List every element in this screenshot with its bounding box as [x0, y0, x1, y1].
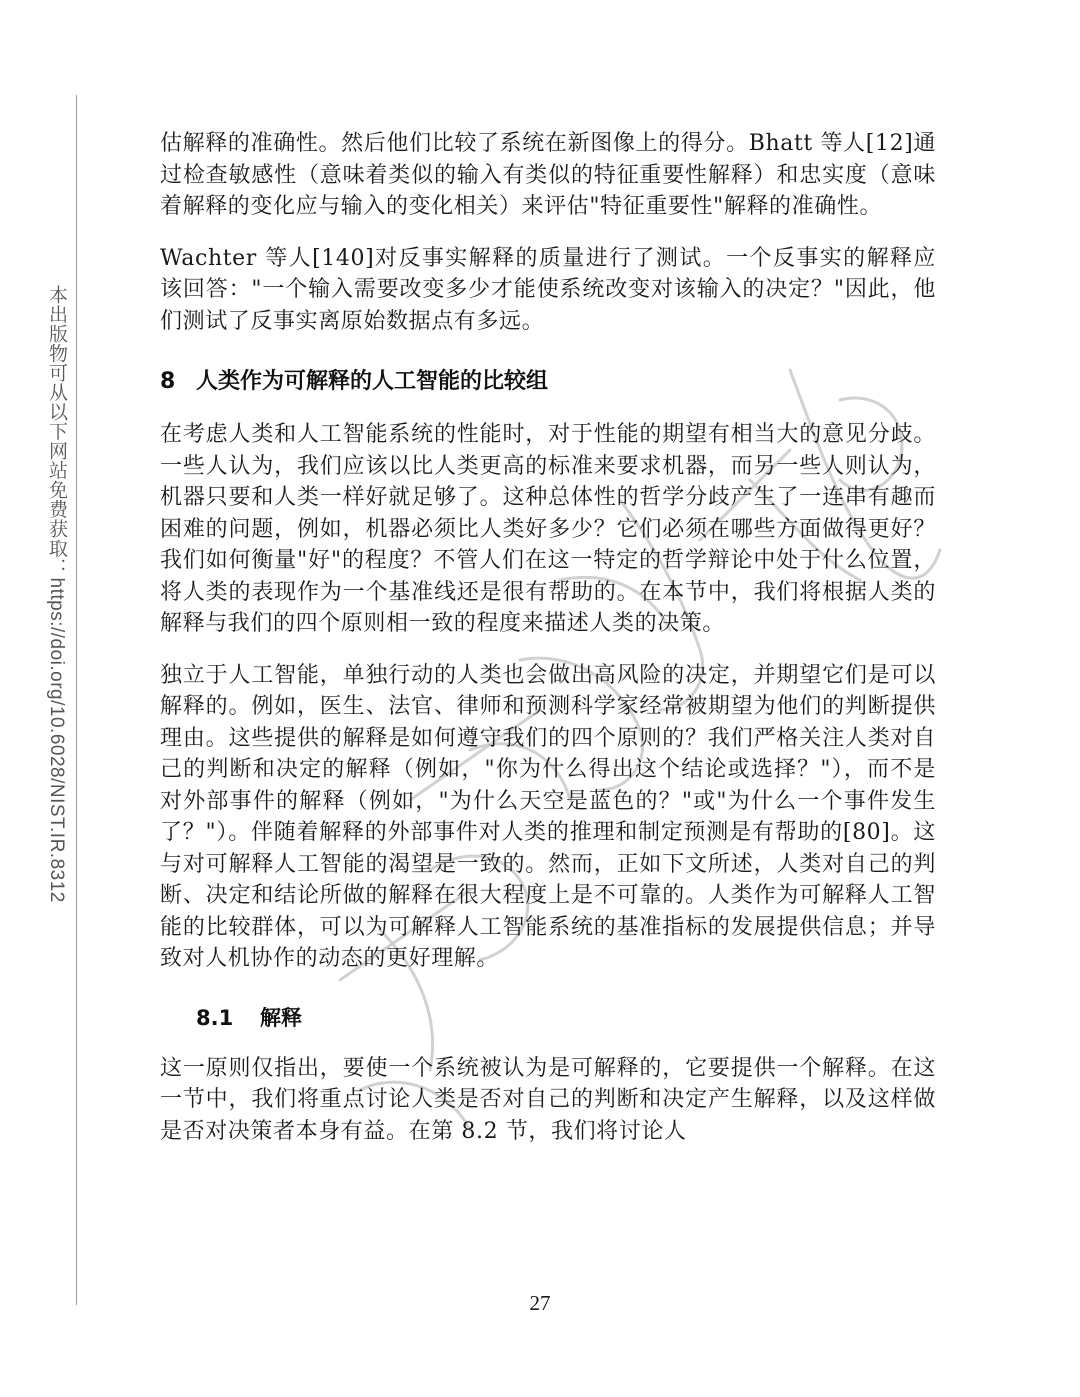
paragraph: 这一原则仅指出，要使一个系统被认为是可解释的，它要提供一个解释。在这一节中，我们将重点讨论人类是否对自己的判断和决定产生解释，以及这样做是否对决策者本身有益。在第 8.2 节，我们将讨论人 [160, 1055, 936, 1144]
subsection-title: 解释 [260, 1005, 302, 1030]
page-body [160, 128, 936, 1147]
subsection-number: 8.1 [196, 1005, 234, 1030]
page-number: 27 [529, 1291, 551, 1315]
subsection-heading [160, 1003, 936, 1033]
section-title: 人类作为可解释的人工智能的比较组 [196, 369, 549, 394]
paragraph: Wachter 等人[140]对反事实解释的质量进行了测试。一个反事实的解释应该回答："一个输入需要改变多少才能使系统改变对该输入的决定？"因此，他们测试了反事实离原始数据点有多远。 [160, 245, 936, 334]
margin-rule [76, 95, 77, 1305]
paragraph: 估解释的准确性。然后他们比较了系统在新图像上的得分。Bhatt 等人[12]通过检查敏感性（意味着类似的输入有类似的特征重要性解释）和忠实度（意味着解释的变化应与输入的变化相关）来评估"特征重要性"解释的准确性。 [160, 131, 936, 219]
availability-note: 本出版物可从以下网站免费获取：https://doi.org/10.6028/NIST.IR.8312 [46, 285, 67, 903]
section-heading [160, 367, 936, 397]
paragraph: 独立于人工智能，单独行动的人类也会做出高风险的决定，并期望它们是可以解释的。例如，医生、法官、律师和预测科学家经常被期望为他们的判断提供理由。这些提供的解释是如何遵守我们的四个原则的？我们严格关注人类对自己的判断和决定的解释（例如，"你为什么得出这个结论或选择？"），而不是对外部事件的解释（例如，"为什么天空是蓝色的？"或"为什么一个事件发生了？"）。伴随着解释的外部事件对人类的推理和制定预测是有帮助的[80]。这与对可解释人工智能的渴望是一致的。然而，正如下文所述，人类对自己的判断、决定和结论所做的解释在很大程度上是不可靠的。人类作为可解释人工智能的比较群体，可以为可解释人工智能系统的基准指标的发展提供信息；并导致对人机协作的动态的更好理解。 [160, 662, 936, 971]
paragraph: 在考虑人类和人工智能系统的性能时，对于性能的期望有相当大的意见分歧。一些人认为，我们应该以比人类更高的标准来要求机器，而另一些人则认为，机器只要和人类一样好就足够了。这种总体性的哲学分歧产生了一连串有趣而困难的问题，例如，机器必须比人类好多少？它们必须在哪些方面做得更好？我们如何衡量"好"的程度？不管人们在这一特定的哲学辩论中处于什么位置，将人类的表现作为一个基准线还是很有帮助的。在本节中，我们将根据人类的解释与我们的四个原则相一致的程度来描述人类的决策。 [160, 422, 936, 636]
section-number: 8 [160, 369, 176, 394]
